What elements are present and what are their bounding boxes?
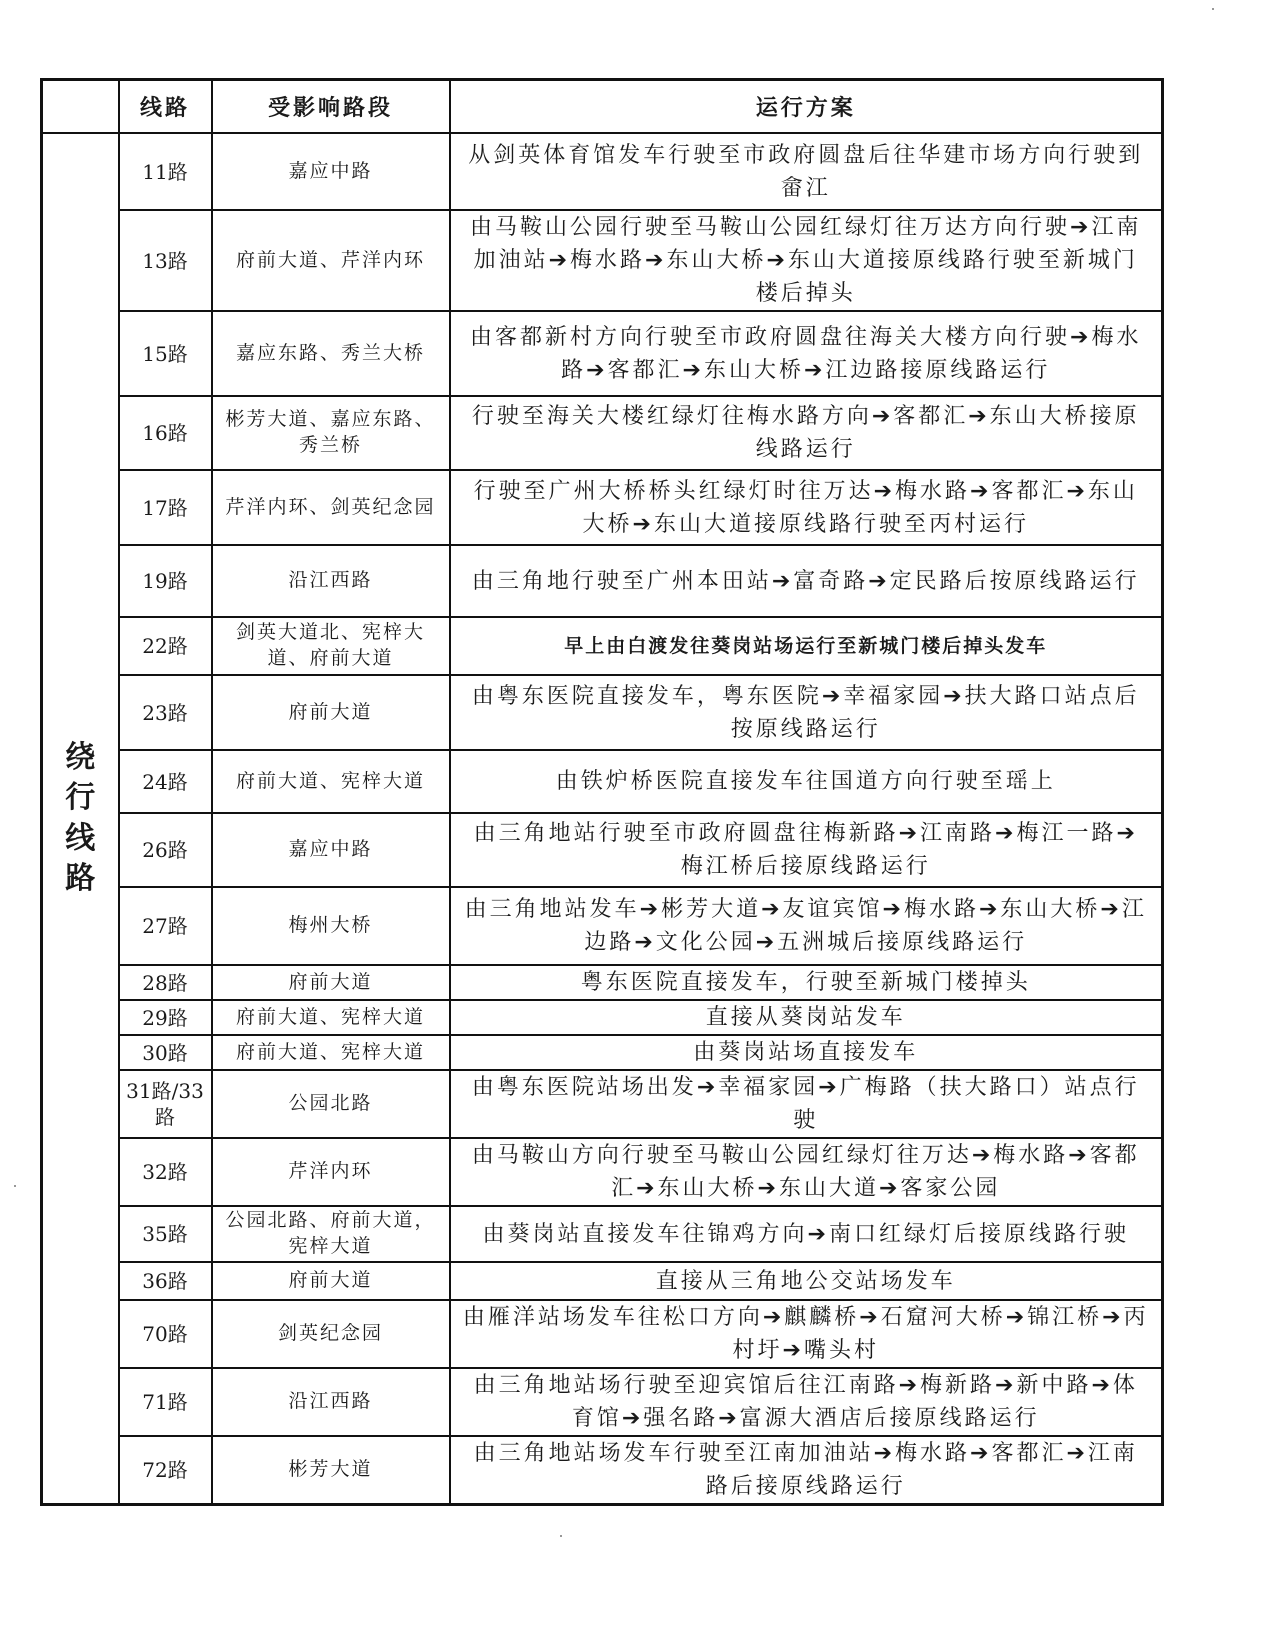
table-row [42, 887, 1163, 965]
section-cell: 嘉应东路、秀兰大桥 [212, 311, 450, 396]
route-cell: 13路 [119, 210, 212, 311]
section-cell: 府前大道、芹洋内环 [212, 210, 450, 311]
table-row [42, 1262, 1163, 1300]
section-cell: 彬芳大道、嘉应东路、秀兰桥 [212, 396, 450, 470]
plan-cell: 从剑英体育馆发车行驶至市政府圆盘后往华建市场方向行驶到畲江 [450, 133, 1163, 210]
header-plan: 运行方案 [450, 80, 1163, 134]
route-cell: 16路 [119, 396, 212, 470]
section-cell: 彬芳大道 [212, 1436, 450, 1505]
plan-cell: 由马鞍山方向行驶至马鞍山公园红绿灯往万达➔梅水路➔客都汇➔东山大桥➔东山大道➔客家公园 [450, 1138, 1163, 1206]
plan-cell: 由粤东医院站场出发➔幸福家园➔广梅路（扶大路口）站点行驶 [450, 1070, 1163, 1138]
table-row [42, 133, 1163, 210]
table-row [42, 311, 1163, 396]
table-body [42, 133, 1163, 1505]
route-cell: 32路 [119, 1138, 212, 1206]
route-cell: 15路 [119, 311, 212, 396]
table-row [42, 210, 1163, 311]
plan-cell: 由葵岗站场直接发车 [450, 1035, 1163, 1070]
route-cell: 26路 [119, 813, 212, 887]
table-row [42, 1035, 1163, 1070]
section-cell: 芹洋内环、剑英纪念园 [212, 470, 450, 545]
section-cell: 剑英纪念园 [212, 1300, 450, 1368]
route-cell: 71路 [119, 1368, 212, 1436]
table-row [42, 396, 1163, 470]
route-cell: 19路 [119, 545, 212, 617]
route-cell: 70路 [119, 1300, 212, 1368]
section-cell: 府前大道 [212, 965, 450, 1000]
plan-cell: 粤东医院直接发车，行驶至新城门楼掉头 [450, 965, 1163, 1000]
plan-cell: 直接从三角地公交站场发车 [450, 1262, 1163, 1300]
plan-cell: 由粤东医院直接发车，粤东医院➔幸福家园➔扶大路口站点后按原线路运行 [450, 675, 1163, 750]
route-cell: 29路 [119, 1000, 212, 1035]
route-cell: 35路 [119, 1206, 212, 1262]
plan-cell: 由铁炉桥医院直接发车往国道方向行驶至瑶上 [450, 750, 1163, 813]
section-cell: 府前大道、宪梓大道 [212, 1035, 450, 1070]
scan-speck [560, 1535, 562, 1537]
plan-cell: 由三角地站场发车行驶至江南加油站➔梅水路➔客都汇➔江南路后接原线路运行 [450, 1436, 1163, 1505]
route-cell: 24路 [119, 750, 212, 813]
section-cell: 府前大道、宪梓大道 [212, 1000, 450, 1035]
plan-cell: 由三角地站发车➔彬芳大道➔友谊宾馆➔梅水路➔东山大桥➔江边路➔文化公园➔五洲城后接原线路运行 [450, 887, 1163, 965]
route-cell: 36路 [119, 1262, 212, 1300]
table-row [42, 1070, 1163, 1138]
section-cell: 公园北路、府前大道，宪梓大道 [212, 1206, 450, 1262]
plan-cell: 由三角地行驶至广州本田站➔富奇路➔定民路后按原线路运行 [450, 545, 1163, 617]
route-cell: 23路 [119, 675, 212, 750]
plan-cell: 由三角地站场行驶至迎宾馆后往江南路➔梅新路➔新中路➔体育馆➔强名路➔富源大酒店后接原线路运行 [450, 1368, 1163, 1436]
table-row [42, 813, 1163, 887]
header-category [42, 80, 119, 134]
table-row [42, 1206, 1163, 1262]
plan-cell: 行驶至海关大楼红绿灯往梅水路方向➔客都汇➔东山大桥接原线路运行 [450, 396, 1163, 470]
plan-cell: 直接从葵岗站发车 [450, 1000, 1163, 1035]
category-label: 绕行线路 [65, 739, 96, 896]
table-row [42, 675, 1163, 750]
route-cell: 72路 [119, 1436, 212, 1505]
table-row [42, 617, 1163, 675]
route-cell: 11路 [119, 133, 212, 210]
plan-cell: 由葵岗站直接发车往锦鸡方向➔南口红绿灯后接原线路行驶 [450, 1206, 1163, 1262]
detour-table [40, 78, 1164, 1506]
section-cell: 嘉应中路 [212, 813, 450, 887]
table-row [42, 470, 1163, 545]
table-row [42, 965, 1163, 1000]
section-cell: 梅州大桥 [212, 887, 450, 965]
plan-cell: 行驶至广州大桥桥头红绿灯时往万达➔梅水路➔客都汇➔东山大桥➔东山大道接原线路行驶至丙村运行 [450, 470, 1163, 545]
section-cell: 府前大道、宪梓大道 [212, 750, 450, 813]
section-cell: 府前大道 [212, 675, 450, 750]
plan-cell: 由三角地站行驶至市政府圆盘往梅新路➔江南路➔梅江一路➔梅江桥后接原线路运行 [450, 813, 1163, 887]
table-row [42, 1300, 1163, 1368]
table-row [42, 1368, 1163, 1436]
plan-cell: 由雁洋站场发车往松口方向➔麒麟桥➔石窟河大桥➔锦江桥➔丙村圩➔嘴头村 [450, 1300, 1163, 1368]
section-cell: 剑英大道北、宪梓大道、府前大道 [212, 617, 450, 675]
header-route: 线路 [119, 80, 212, 134]
scan-speck [14, 1185, 16, 1187]
route-cell: 31路/33路 [119, 1070, 212, 1138]
plan-cell: 早上由白渡发往葵岗站场运行至新城门楼后掉头发车 [450, 617, 1163, 675]
route-cell: 17路 [119, 470, 212, 545]
route-cell: 28路 [119, 965, 212, 1000]
plan-cell: 由马鞍山公园行驶至马鞍山公园红绿灯往万达方向行驶➔江南加油站➔梅水路➔东山大桥➔东山大道接原线路行驶至新城门楼后掉头 [450, 210, 1163, 311]
table-row [42, 1138, 1163, 1206]
route-cell: 30路 [119, 1035, 212, 1070]
route-cell: 27路 [119, 887, 212, 965]
header-row [42, 80, 1163, 134]
section-cell: 芹洋内环 [212, 1138, 450, 1206]
section-cell: 嘉应中路 [212, 133, 450, 210]
category-cell [42, 133, 119, 1505]
route-cell: 22路 [119, 617, 212, 675]
scan-speck [1212, 8, 1214, 10]
section-cell: 公园北路 [212, 1070, 450, 1138]
section-cell: 沿江西路 [212, 1368, 450, 1436]
table-row [42, 1436, 1163, 1505]
section-cell: 府前大道 [212, 1262, 450, 1300]
plan-cell: 由客都新村方向行驶至市政府圆盘往海关大楼方向行驶➔梅水路➔客都汇➔东山大桥➔江边路接原线路运行 [450, 311, 1163, 396]
table-row [42, 750, 1163, 813]
header-section: 受影响路段 [212, 80, 450, 134]
section-cell: 沿江西路 [212, 545, 450, 617]
table-row [42, 1000, 1163, 1035]
table-row [42, 545, 1163, 617]
